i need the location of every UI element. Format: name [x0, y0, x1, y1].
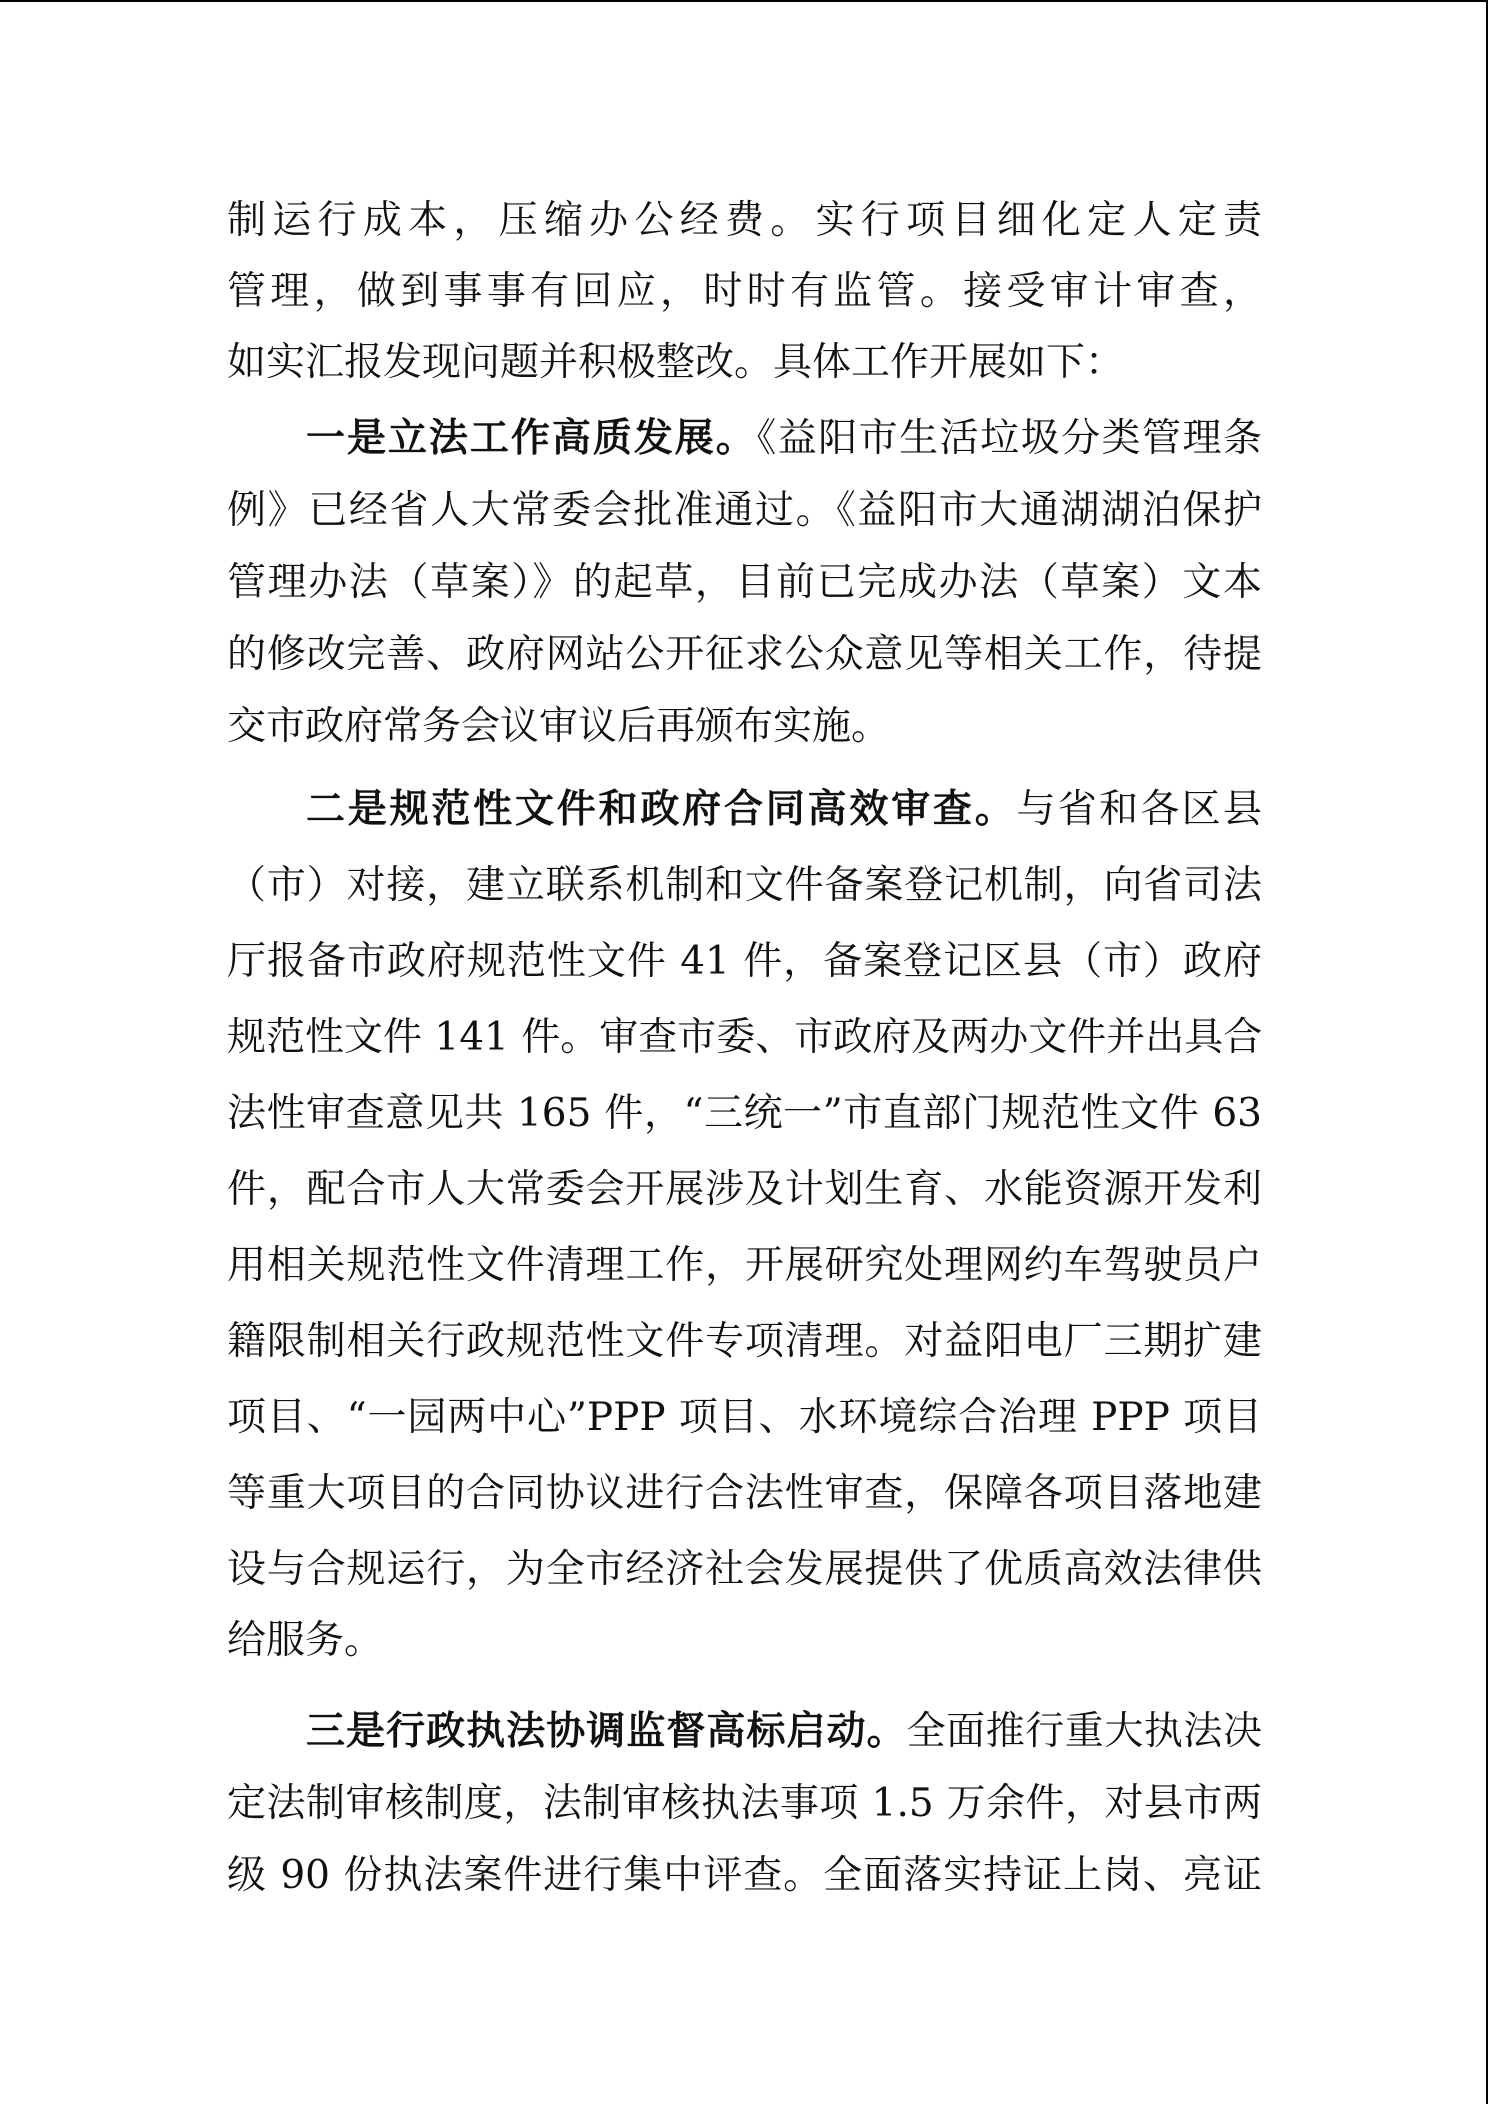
paragraph-line: 法性审查意见共 165 件，“三统一”市直部门规范性文件 63	[227, 1091, 1262, 1136]
paragraph-line: 设与合规运行，为全市经济社会发展提供了优质高效法律供	[227, 1547, 1262, 1592]
paragraph-line: 制运行成本，压缩办公经费。实行项目细化定人定责	[227, 198, 1262, 243]
section-text: 全面推行重大执法决	[906, 1709, 1262, 1754]
section-3-first-line	[306, 1704, 1262, 1760]
paragraph-line: 厅报备市政府规范性文件 41 件，备案登记区县（市）政府	[227, 939, 1262, 984]
paragraph-line: 规范性文件 141 件。审查市委、市政府及两办文件并出具合	[227, 1015, 1263, 1060]
section-2-first-line	[306, 782, 1262, 838]
paragraph-line: 件，配合市人大常委会开展涉及计划生育、水能资源开发利	[227, 1167, 1262, 1212]
paragraph-line: 管理办法（草案）》的起草，目前已完成办法（草案）文本	[227, 560, 1262, 605]
paragraph-line: 的修改完善、政府网站公开征求公众意见等相关工作，待提	[227, 632, 1262, 677]
paragraph-line: 等重大项目的合同协议进行合法性审查，保障各项目落地建	[227, 1471, 1262, 1516]
paragraph-line: 籍限制相关行政规范性文件专项清理。对益阳电厂三期扩建	[227, 1319, 1262, 1364]
paragraph-line: 用相关规范性文件清理工作，开展研究处理网约车驾驶员户	[227, 1243, 1262, 1288]
paragraph-line: 定法制审核制度，法制审核执法事项 1.5 万余件，对县市两	[227, 1781, 1262, 1826]
paragraph-line: 例》已经省人大常委会批准通过。《益阳市大通湖湖泊保护	[227, 488, 1262, 533]
paragraph-line: 级 90 份执法案件进行集中评查。全面落实持证上岗、亮证	[227, 1853, 1262, 1898]
section-text: 与省和各区县	[1016, 787, 1262, 832]
section-heading: 二是规范性文件和政府合同高效审查。	[306, 787, 1017, 832]
paragraph-line: 项目、“一园两中心”PPP 项目、水环境综合治理 PPP 项目	[227, 1395, 1262, 1440]
paragraph-line: 管理，做到事事有回应，时时有监管。接受审计审查，	[227, 269, 1262, 314]
paragraph-line: 交市政府常务会议审议后再颁布实施。	[227, 704, 891, 749]
section-1-first-line	[306, 411, 1262, 467]
section-text: 《益阳市生活垃圾分类管理条	[756, 416, 1262, 461]
paragraph-line: 给服务。	[227, 1618, 384, 1663]
paragraph-line: （市）对接，建立联系机制和文件备案登记机制，向省司法	[227, 863, 1262, 908]
section-heading: 一是立法工作高质发展。	[306, 416, 757, 461]
section-heading: 三是行政执法协调监督高标启动。	[306, 1709, 907, 1754]
paragraph-line: 如实汇报发现问题并积极整改。具体工作开展如下：	[227, 340, 1125, 385]
